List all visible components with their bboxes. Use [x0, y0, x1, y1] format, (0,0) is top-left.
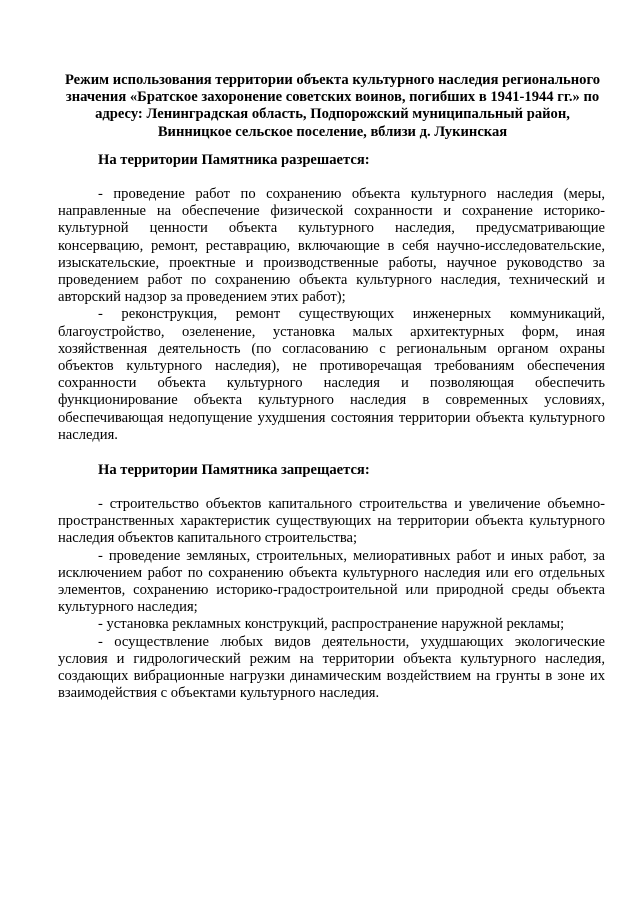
- allowed-item: - реконструкция, ремонт существующих инженерных коммуникаций, благоустройство, озеленение, установка малых архитектурных форм, иная хозяйственная деятельность (по согласованию с региональным органом охраны объектов культурного наследия), не противоречащая требованиям обеспечения сохранности объекта культурного наследия и позволяющая обеспечить функционирование объекта культурного наследия в современных условиях, обеспечивающая недопущение ухудшения состояния территории объекта культурного наследия.: [58, 306, 605, 443]
- prohibited-item: - установка рекламных конструкций, распространение наружной рекламы;: [98, 616, 565, 633]
- allowed-heading: На территории Памятника разрешается:: [98, 152, 370, 168]
- prohibited-item: - проведение земляных, строительных, мелиоративных работ и иных работ, за исключением работ по сохранению объекта культурного наследия или его отдельных элементов, сохранению историко-градостроительной или природной среды объекта культурного наследия;: [58, 547, 605, 616]
- document-title: Режим использования территории объекта культурного наследия регионального значения «Братское захоронение советских воинов, погибших в 1941-1944 гг.» по адресу: Ленинградская область, Подпорожский муниципальный район, Винницкое сельское поселение, вблизи д. Лукинская: [64, 72, 601, 140]
- allowed-list: [58, 186, 605, 444]
- prohibited-heading: На территории Памятника запрещается:: [98, 462, 370, 478]
- prohibited-list: [58, 496, 605, 702]
- prohibited-item: - осуществление любых видов деятельности, ухудшающих экологические условия и гидрологический режим на территории объекта культурного наследия, создающих вибрационные нагрузки динамическим воздействием на грунты в зоне их взаимодействия с объектами культурного наследия.: [58, 633, 605, 702]
- prohibited-item: - строительство объектов капитального строительства и увеличение объемно-пространственных характеристик существующих на территории объекта культурного наследия объектов капитального строительства;: [58, 496, 605, 547]
- allowed-item: - проведение работ по сохранению объекта культурного наследия (меры, направленные на обеспечение физической сохранности и сохранение историко-культурной ценности объекта культурного наследия, предусматривающие консервацию, ремонт, реставрацию, включающие в себя научно-исследовательские, изыскательские, проектные и производственные работы, научное руководство за проведением работ по сохранению объекта культурного наследия, технический и авторский надзор за проведением этих работ);: [58, 186, 605, 306]
